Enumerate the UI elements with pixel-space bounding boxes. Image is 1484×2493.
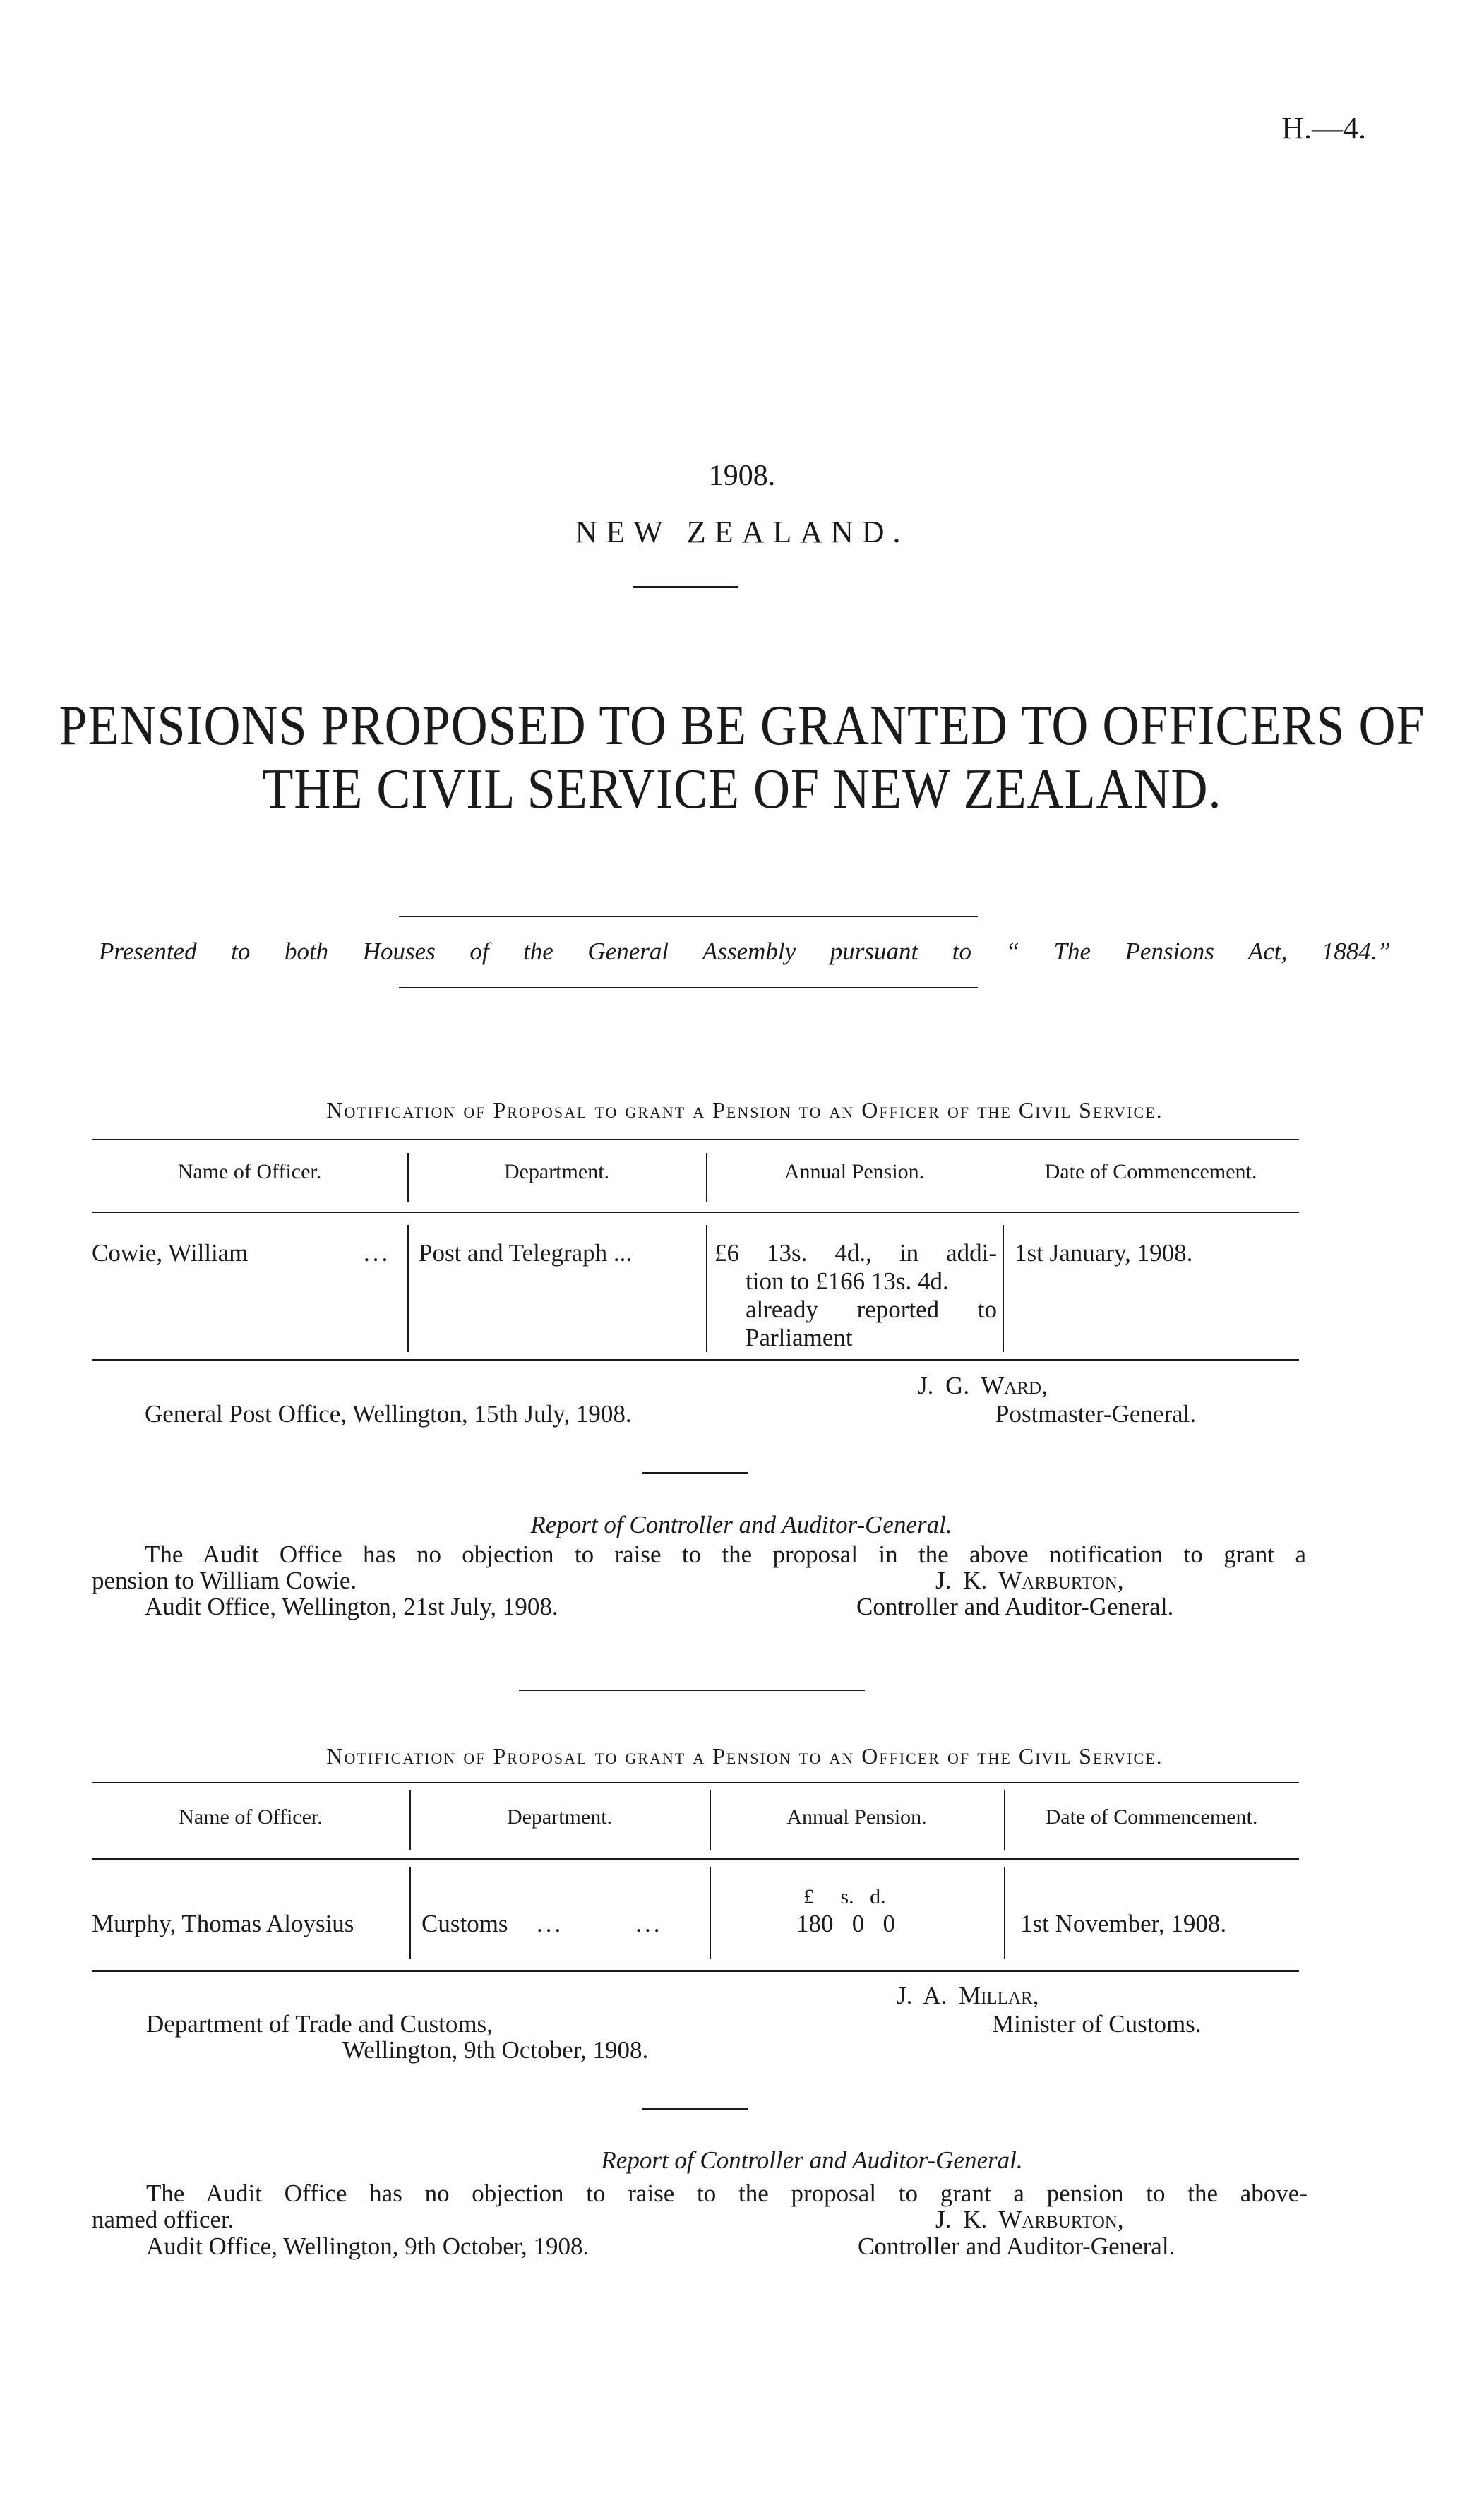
- signer-title: Postmaster-General.: [995, 1400, 1197, 1428]
- report-text-line: The Audit Office has no objection to raise to the proposal in the above notification to grant a: [145, 1541, 1306, 1568]
- place-and-date: General Post Office, Wellington, 15th July, 1908.: [145, 1400, 632, 1428]
- signer-name: J. G. Ward,: [918, 1372, 1048, 1399]
- header-name-of-officer: Name of Officer.: [177, 1160, 322, 1183]
- presented-statement: [99, 938, 1391, 966]
- table-bottom-rule: [92, 1359, 1299, 1361]
- pension-line: already reported to: [746, 1296, 997, 1323]
- column-divider: [407, 1225, 409, 1352]
- header-department: Department.: [506, 1805, 613, 1829]
- column-divider: [1004, 1867, 1005, 1959]
- commencement-date: 1st November, 1908.: [1020, 1910, 1227, 1937]
- divider: [642, 1472, 748, 1474]
- audit-place-date: Audit Office, Wellington, 9th October, 1908.: [146, 2232, 590, 2260]
- table-header-rule: [92, 1212, 1299, 1213]
- commencement-date: 1st January, 1908.: [1015, 1239, 1193, 1267]
- header-name-of-officer: Name of Officer.: [179, 1805, 323, 1829]
- annual-pension-value: 180 0 0: [796, 1910, 895, 1937]
- column-divider: [706, 1225, 707, 1352]
- officer-name: Cowie, William: [92, 1239, 249, 1267]
- pension-line: Parliament: [746, 1324, 853, 1351]
- department-value: Post and Telegraph ...: [419, 1239, 633, 1267]
- document-reference: H.—4.: [1281, 111, 1366, 145]
- country-heading: NEW ZEALAND.: [575, 515, 909, 549]
- signer-title: Minister of Customs.: [992, 2010, 1202, 2038]
- divider: [399, 987, 978, 988]
- act-title: “ The Pensions Act, 1884.”: [1005, 938, 1391, 965]
- column-divider: [1003, 1225, 1004, 1352]
- table-top-rule: [92, 1782, 1299, 1783]
- report-text-line: The Audit Office has no objection to raise to the proposal to grant a pension to the above-: [146, 2180, 1308, 2207]
- divider: [633, 586, 738, 588]
- auditor-name: J. K. Warburton,: [935, 2206, 1124, 2233]
- column-divider: [710, 1867, 711, 1959]
- header-annual-pension: Annual Pension.: [786, 1805, 927, 1829]
- report-heading: Report of Controller and Auditor-General.: [601, 2146, 1023, 2174]
- header-department: Department.: [503, 1160, 610, 1183]
- header-annual-pension: Annual Pension.: [784, 1160, 925, 1183]
- department-place: Department of Trade and Customs,: [146, 2010, 493, 2038]
- currency-units: £ s. d.: [803, 1885, 886, 1908]
- divider: [399, 916, 978, 917]
- auditor-title: Controller and Auditor-General.: [856, 1593, 1174, 1620]
- notification-heading: Notification of Proposal to grant a Pension to an Officer of the Civil Service.: [326, 1743, 1163, 1769]
- annual-pension-value: [714, 1239, 997, 1352]
- report-heading: Report of Controller and Auditor-General.: [530, 1511, 952, 1538]
- divider: [519, 1690, 865, 1691]
- title-line-1: PENSIONS PROPOSED TO BE GRANTED TO OFFICERS OF: [59, 693, 1425, 757]
- signer-name: J. A. Millar,: [897, 1982, 1039, 2009]
- department-value: Customs: [421, 1910, 508, 1937]
- audit-place-date: Audit Office, Wellington, 21st July, 1908.: [145, 1593, 558, 1620]
- report-text-line: pension to William Cowie.: [92, 1567, 357, 1594]
- header-date-of-commencement: Date of Commencement.: [1044, 1160, 1257, 1183]
- table-top-rule: [92, 1139, 1299, 1140]
- table-bottom-rule: [92, 1970, 1299, 1972]
- auditor-name: J. K. Warburton,: [935, 1567, 1124, 1594]
- leader-dots: ... ...: [537, 1910, 663, 1937]
- report-text-line: named officer.: [92, 2206, 234, 2233]
- auditor-title: Controller and Auditor-General.: [858, 2232, 1175, 2260]
- header-date-of-commencement: Date of Commencement.: [1045, 1805, 1258, 1829]
- title-line-2: THE CIVIL SERVICE OF NEW ZEALAND.: [262, 757, 1222, 820]
- officer-name: Murphy, Thomas Aloysius: [92, 1910, 354, 1937]
- year: 1908.: [708, 460, 776, 492]
- leader-dots: ...: [364, 1239, 391, 1267]
- notification-heading: Notification of Proposal to grant a Pension to an Officer of the Civil Service.: [326, 1097, 1163, 1123]
- table-header-rule: [92, 1858, 1299, 1860]
- column-divider: [409, 1867, 411, 1959]
- pension-line: £6 13s. 4d., in addi-: [714, 1239, 997, 1267]
- presented-text: Presented to both Houses of the General Assembly pursuant to: [99, 938, 971, 965]
- place-and-date: Wellington, 9th October, 1908.: [342, 2036, 649, 2064]
- divider: [642, 2108, 748, 2110]
- pension-line: tion to £166 13s. 4d.: [746, 1267, 949, 1295]
